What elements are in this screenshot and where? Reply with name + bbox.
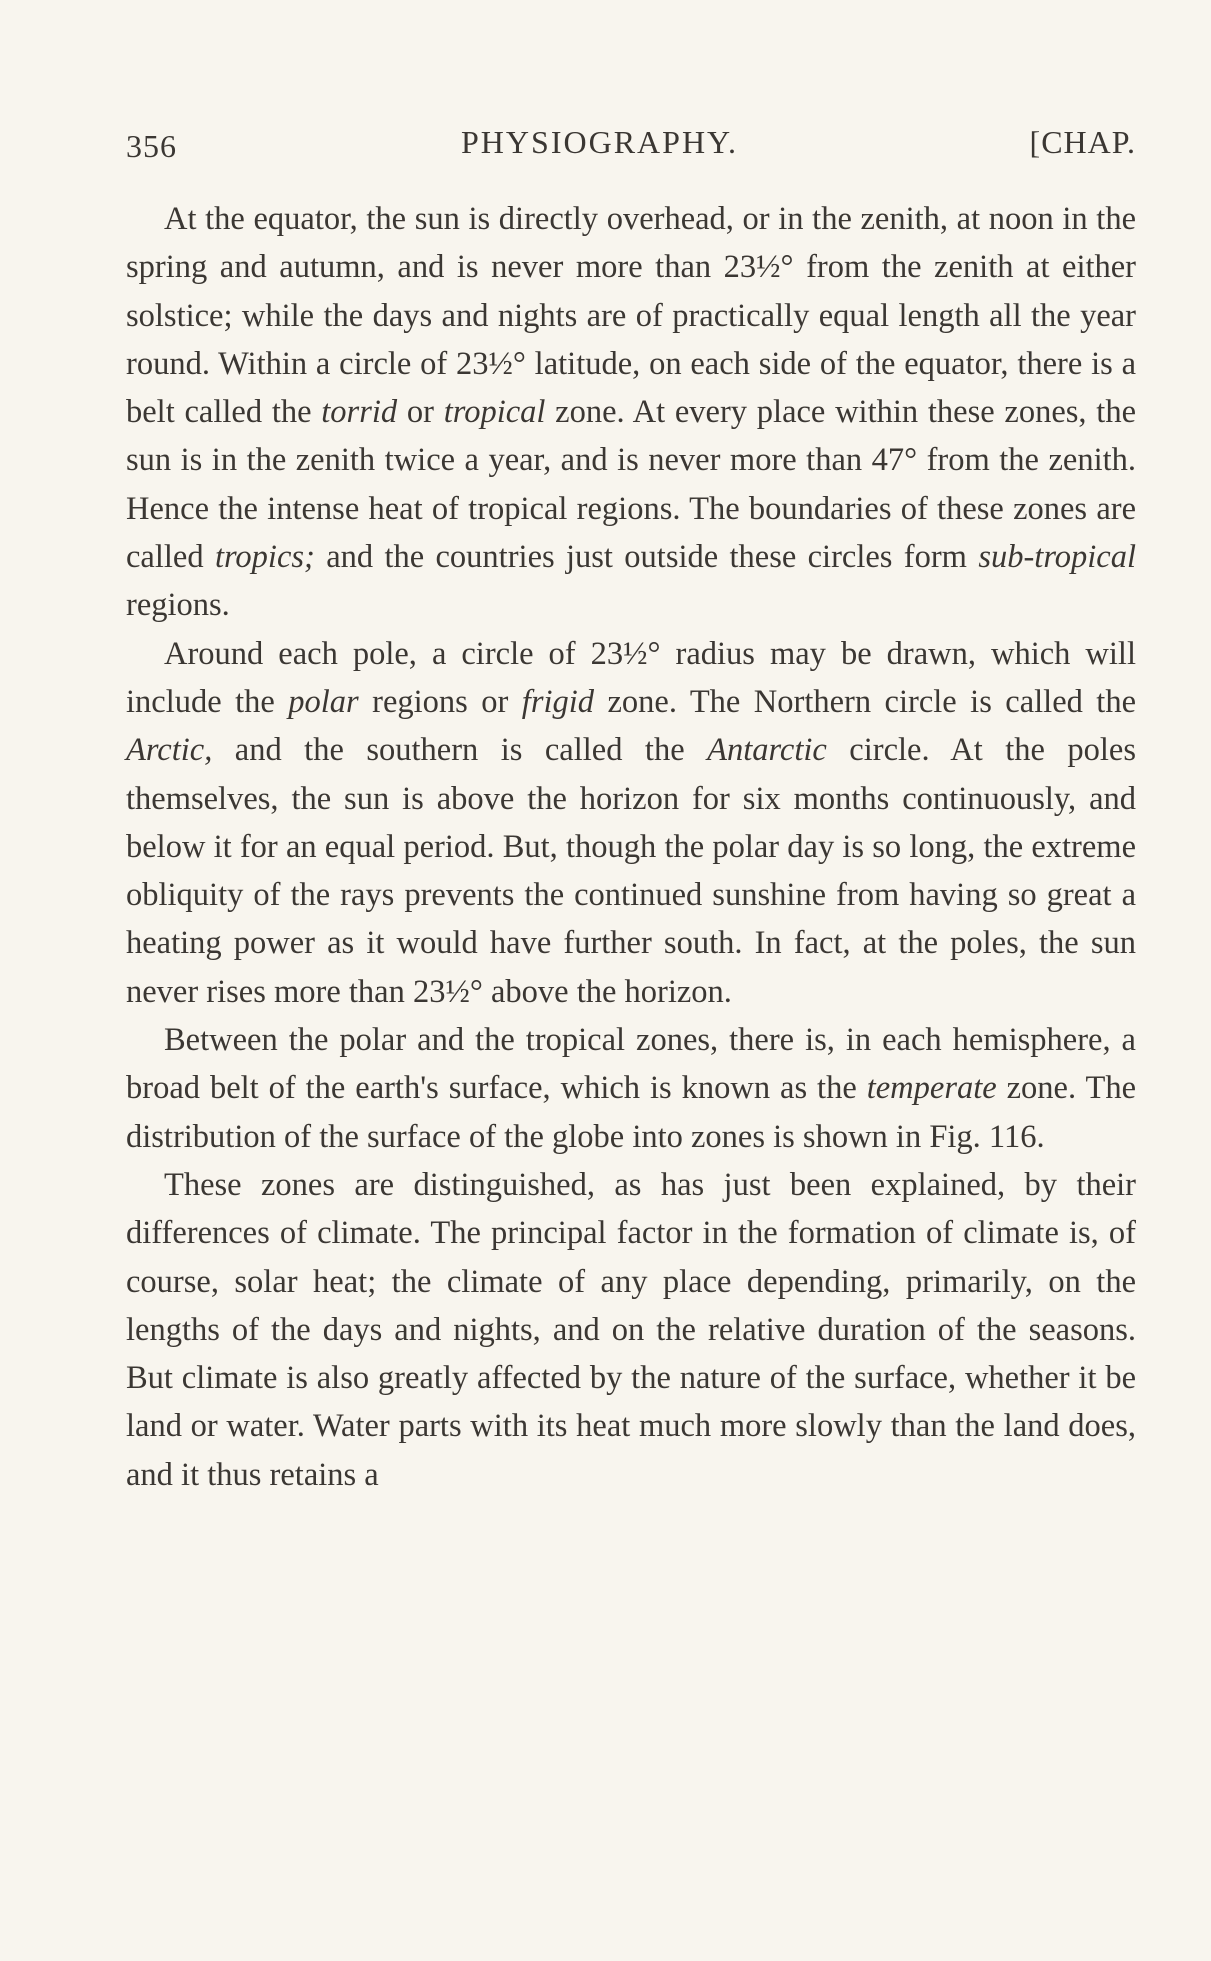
text-run: These zones are distinguished, as has just been explained, by their differences of climate. The principal factor in the formation of climate is, of course, solar heat; the climate of any place depending, primarily, on the lengths of the days and nights, and on the relative duration of the seasons. But climate is also greatly affected by the nature of the surface, whether it be land or water. Water parts with its heat much more slowly than the land does, and it thus retains a <box>126 1166 1136 1493</box>
running-title: PHYSIOGRAPHY. <box>461 124 739 160</box>
italic-term: tropics; <box>214 539 315 576</box>
italic-term: Antarctic <box>707 732 827 769</box>
paragraph <box>126 1161 1136 1499</box>
text-run: and the countries just outside these circles form <box>314 539 979 576</box>
text-run: regions or <box>358 683 522 720</box>
text-run: circle. At the poles themselves, the sun is above the horizon for six months continuously, and below it for an equal period. But, though the polar day is so long, the extreme obliquity of the rays prevents the continued sunshine from having so great a heating power as it would have further south. In fact, at the poles, the sun never rises more than 23½° above the horizon. <box>126 732 1136 1010</box>
italic-term: torrid <box>321 394 398 431</box>
chapter-mark: [CHAP. <box>1029 124 1136 160</box>
text-run: or <box>397 394 444 431</box>
italic-term: sub-tropical <box>978 539 1136 576</box>
text-run: At the equator, the sun is directly overhead, or in the zenith, at noon in the spring and autumn, and is never more than 23½° from the zenith at either solstice; while the days and nights are of practically equal length all the year round. Within a circle of 23½° latitude, on each side of the equator, there is a belt called the <box>126 201 1136 431</box>
paragraph <box>126 1016 1136 1161</box>
italic-term: Arctic, <box>126 732 213 769</box>
paragraph <box>126 195 1136 630</box>
italic-term: frigid <box>521 683 595 720</box>
text-run: and the southern is called the <box>212 732 708 769</box>
page-number: 356 <box>126 128 177 164</box>
paragraph <box>126 630 1136 1016</box>
text-run: Between the polar and the tropical zones, there is, in each hemisphere, a broad belt of the earth's surface, which is known as the <box>126 1022 1136 1107</box>
text-run: zone. The distribution of the surface of the globe into zones is shown in Fig. 116. <box>126 1070 1136 1155</box>
italic-term: tropical <box>443 394 546 431</box>
italic-term: polar <box>288 683 359 720</box>
text-run: regions. <box>126 587 230 624</box>
text-run: Around each pole, a circle of 23½° radius may be drawn, which will include the <box>126 635 1136 720</box>
italic-term: temperate <box>866 1070 997 1107</box>
text-run: zone. The Northern circle is called the <box>594 683 1137 720</box>
page-header <box>126 124 1136 168</box>
text-run: zone. At every place within these zones, the sun is in the zenith twice a year, and is never more than 47° from the zenith. Hence the intense heat of tropical regions. The boundaries of these zones are called <box>126 394 1137 576</box>
body-text <box>126 195 1136 1499</box>
